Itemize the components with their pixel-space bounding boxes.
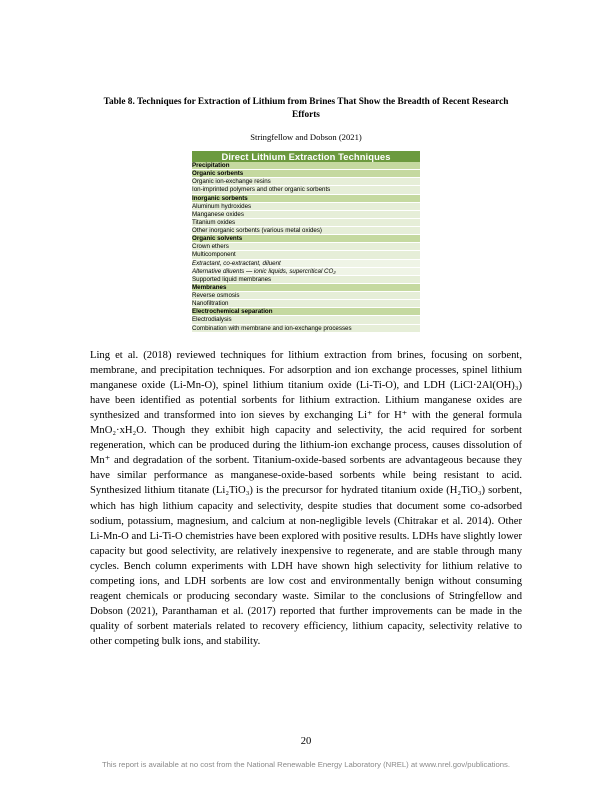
table-row: [192, 292, 420, 300]
table-row: [192, 267, 420, 275]
table-row-label: Nanofiltration: [192, 300, 420, 308]
table-row: [192, 162, 420, 170]
page-number: 20: [300, 736, 312, 747]
table-header-cell: Direct Lithium Extraction Techniques: [192, 151, 420, 162]
table-caption: Table 8. Techniques for Extraction of Lithium from Brines That Show the Breadth of Recent Research Efforts: [103, 97, 509, 120]
table-row-label: Extractant, co-extractant, diluent: [192, 259, 420, 267]
table-row: [192, 170, 420, 178]
table-row-label: Organic ion-exchange resins: [192, 178, 420, 186]
table-row: [192, 210, 420, 218]
table-row-label: Inorganic sorbents: [192, 194, 420, 202]
footer-note: This report is available at no cost from the National Renewable Energy Laboratory (NREL) at www.nrel.gov/publications.: [101, 760, 511, 769]
table-row-label: Alternative diluents — ionic liquids, supercritical CO₂: [192, 267, 420, 275]
table-row: [192, 194, 420, 202]
table-header-row: [192, 151, 420, 162]
table-row-label: Ion-imprinted polymers and other organic sorbents: [192, 186, 420, 194]
table-row-label: Electrodialysis: [192, 316, 420, 324]
table-row-label: Titanium oxides: [192, 218, 420, 226]
table-row-label: Membranes: [192, 283, 420, 291]
table-row-label: Combination with membrane and ion-exchange processes: [192, 324, 420, 332]
table-row-label: Other inorganic sorbents (various metal oxides): [192, 227, 420, 235]
table-row-label: Supported liquid membranes: [192, 275, 420, 283]
table-row: [192, 178, 420, 186]
table-row: [192, 300, 420, 308]
table-row-label: Manganese oxides: [192, 210, 420, 218]
table-row-label: Precipitation: [192, 162, 420, 170]
table-row: [192, 218, 420, 226]
table-row: [192, 308, 420, 316]
table-row: [192, 283, 420, 291]
table-row: [192, 324, 420, 332]
body-paragraph: Ling et al. (2018) reviewed techniques for lithium extraction from brines, focusing on sorbent, membrane, and precipitation techniques. For adsorption and ion exchange processes, spinel lithium manganese oxide (Li-Mn-O), spinel lithium titanium oxide (Li-Ti-O), and LDH (LiCl·2Al(OH)₃) have been identified as potential sorbents for lithium extraction. Lithium manganese oxides are synthesized and transformed into ion sieves by exchanging Li⁺ for H⁺ with the general formula MnO₂·xH₂O. Though they exhibit high capacity and selectivity, the acid required for sorbent regeneration, which can be produced during the lithium-ion exchange process, causes dissolution of Mn⁺ and degradation of the sorbent. Titanium-oxide-based sorbents are advantageous because they have similar performance as manganese-oxide-based sorbents while being resistant to acid. Synthesized lithium titanate (Li₂TiO₃) is the precursor for hydrated titanium oxide (H₂TiO₃) sorbent, which has high lithium capacity and selectivity, despite studies that document some co-adsorbed sodium, potassium, magnesium, and calcium at non-negligible levels (Chitrakar et al. 2014). Other Li-Mn-O and Li-Ti-O chemistries have been explored with positive results. LDHs have slightly lower capacity but good selectivity, are relatively inexpensive to regenerate, and are stable through many cycles. Bench column experiments with LDH have shown high selectivity for lithium relative to competing ions, and LDH sorbents are low cost and environmentally benign without consuming reagent chemicals or producing secondary waste. Similar to the conclusions of Stringfellow and Dobson (2021), Paranthaman et al. (2017) reported that further improvements can be made in the quality of sorbent materials related to recovery efficiency, lithium capacity, selectivity relative to other competing bulk ions, and stability.: [90, 349, 522, 648]
table-row: [192, 186, 420, 194]
table-row: [192, 316, 420, 324]
lithium-extraction-table: [192, 151, 420, 333]
table-row-label: Aluminum hydroxides: [192, 202, 420, 210]
table-body: [192, 151, 420, 332]
table-row: [192, 202, 420, 210]
table-row-label: Crown ethers: [192, 243, 420, 251]
table-row-label: Reverse osmosis: [192, 292, 420, 300]
table-row: [192, 235, 420, 243]
table-row: [192, 243, 420, 251]
table-row: [192, 259, 420, 267]
table-row: [192, 251, 420, 259]
table-row-label: Electrochemical separation: [192, 308, 420, 316]
table-row-label: Multicomponent: [192, 251, 420, 259]
table-row: [192, 275, 420, 283]
page-content: [90, 96, 522, 650]
table-row-label: Organic solvents: [192, 235, 420, 243]
table-row: [192, 227, 420, 235]
table-source-citation: Stringfellow and Dobson (2021): [250, 132, 362, 142]
table-row-label: Organic sorbents: [192, 170, 420, 178]
